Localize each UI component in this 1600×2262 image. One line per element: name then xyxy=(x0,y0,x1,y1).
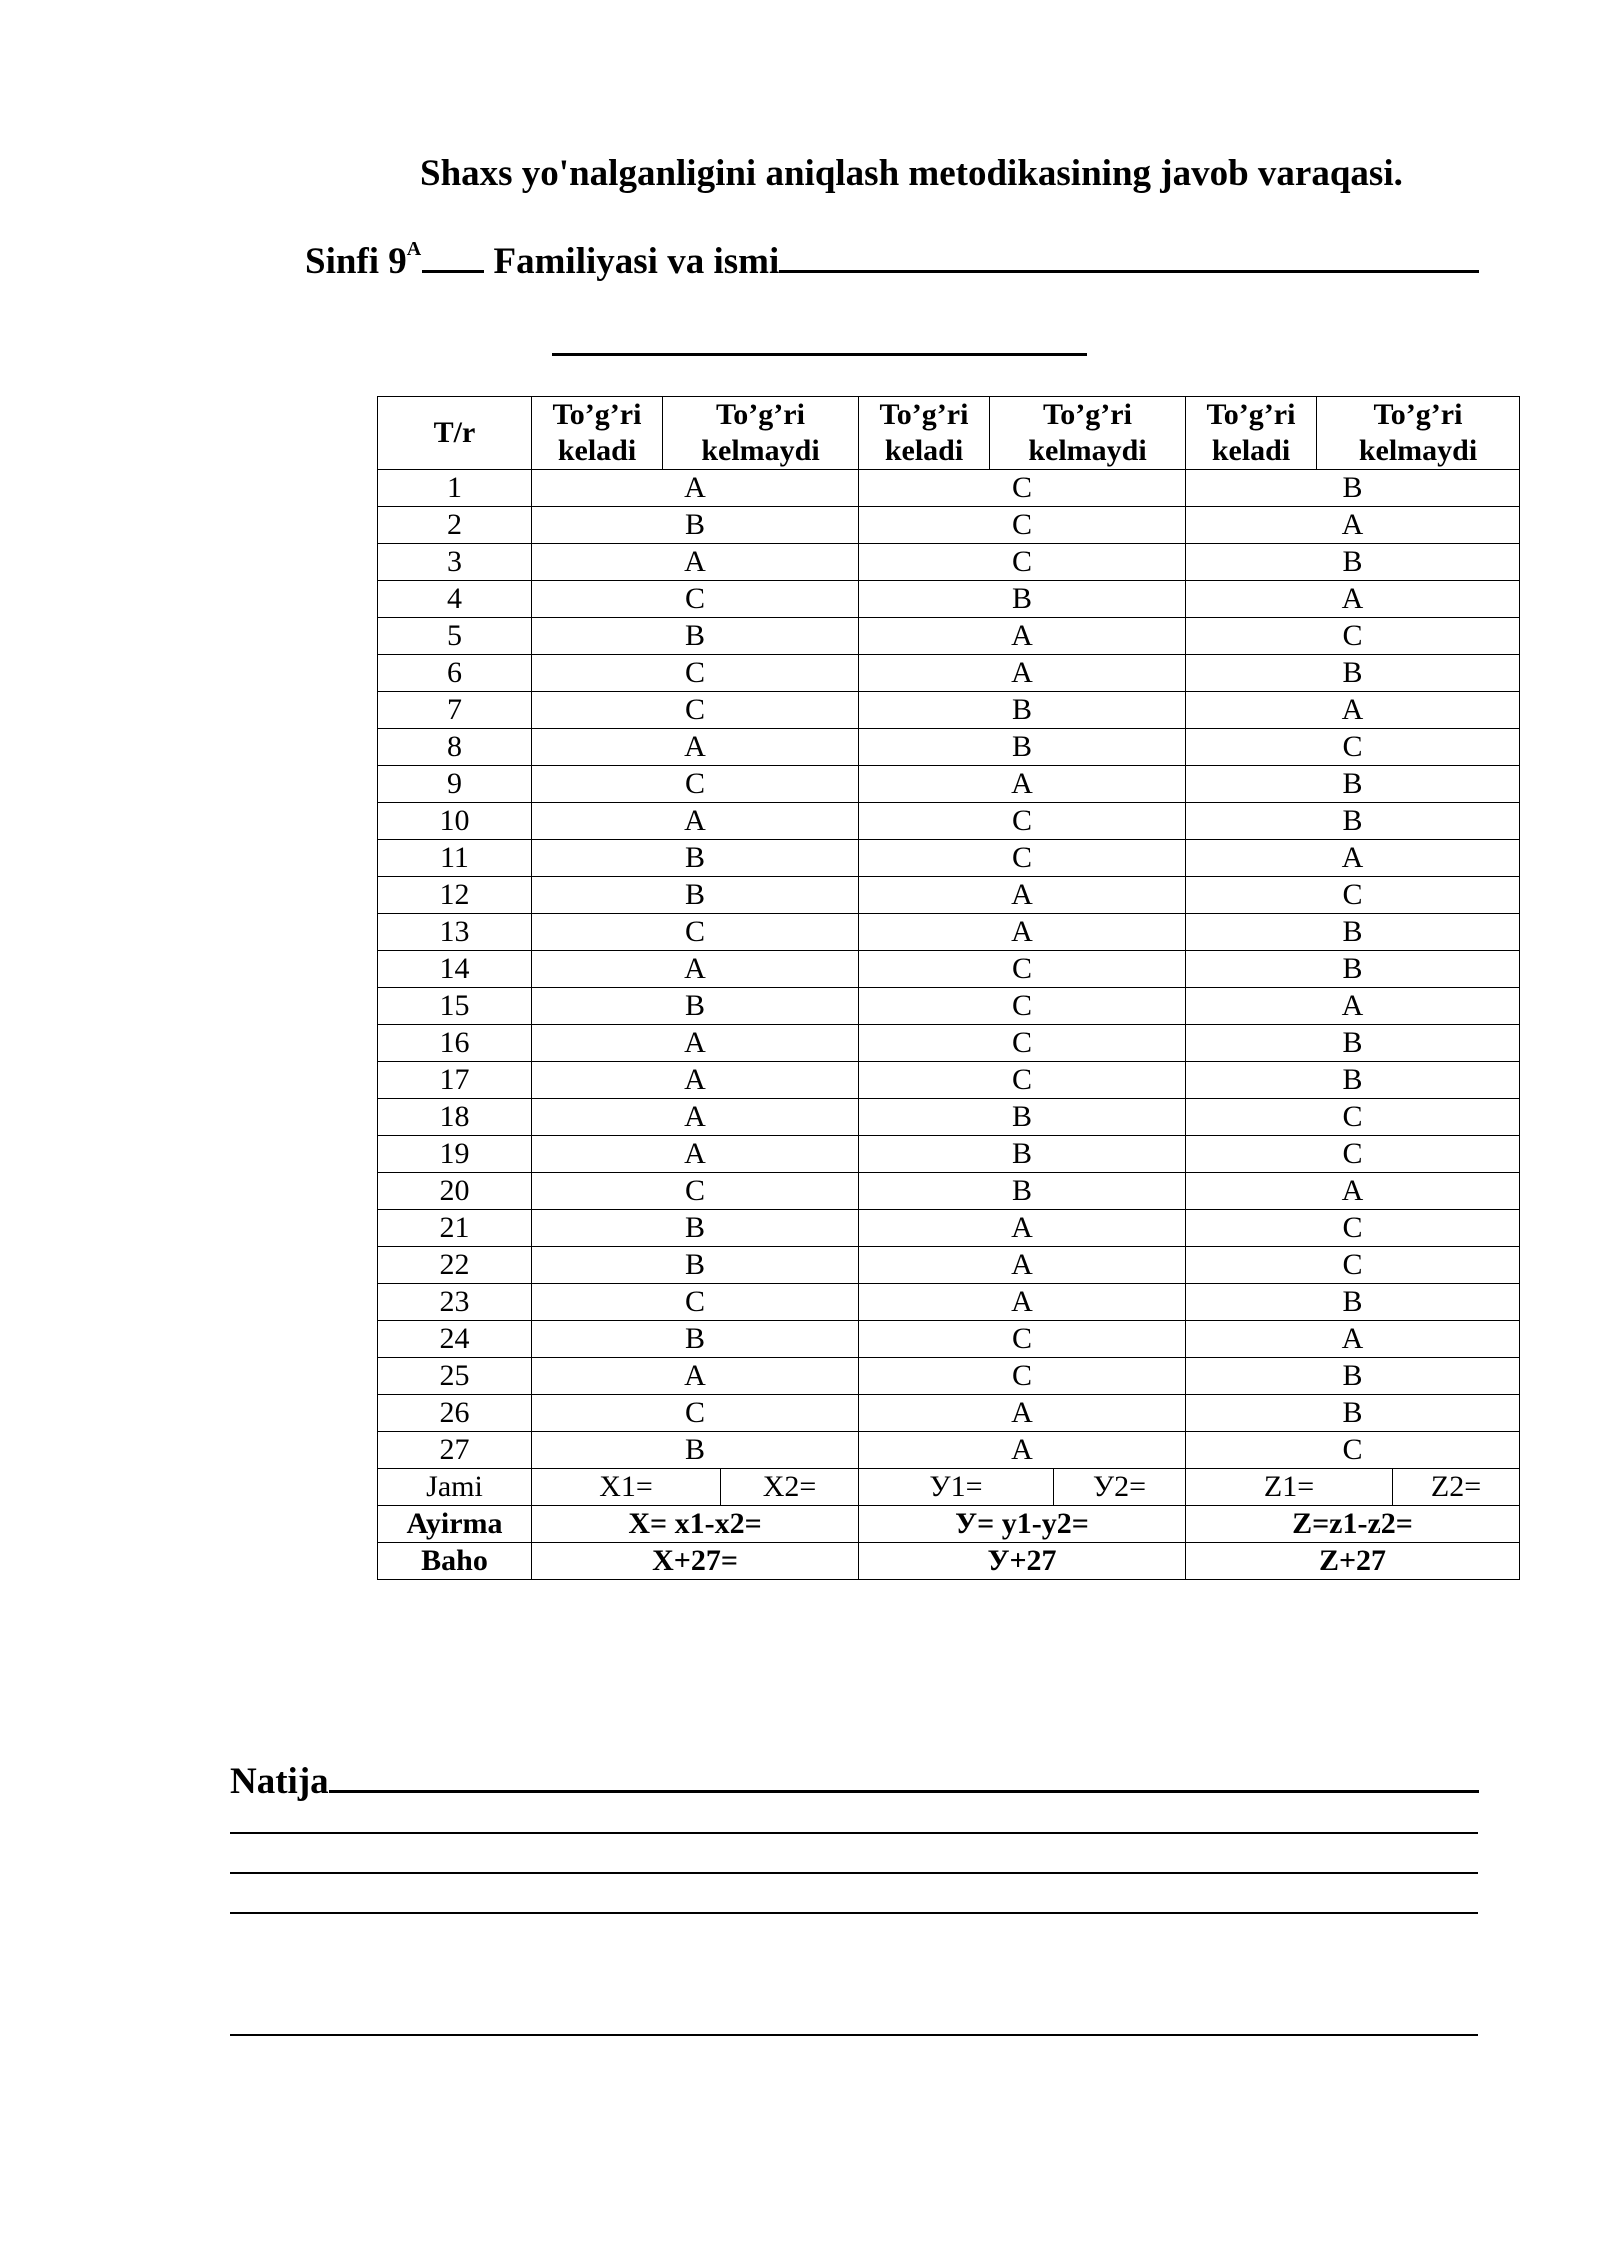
answer-z: C xyxy=(1186,1247,1520,1284)
table-row xyxy=(378,1136,1520,1173)
answer-y: B xyxy=(859,1173,1186,1210)
answer-z: C xyxy=(1186,729,1520,766)
class-label: Sinfi 9 xyxy=(305,241,407,282)
answer-y: A xyxy=(859,618,1186,655)
row-number: 14 xyxy=(378,951,532,988)
row-number: 16 xyxy=(378,1025,532,1062)
jami-row xyxy=(378,1469,1520,1506)
answer-z: C xyxy=(1186,1432,1520,1469)
row-number: 20 xyxy=(378,1173,532,1210)
table-row xyxy=(378,1025,1520,1062)
answer-y: C xyxy=(859,470,1186,507)
header-keladi-3 xyxy=(1186,397,1317,470)
row-number: 17 xyxy=(378,1062,532,1099)
jami-x2[interactable]: X2= xyxy=(762,1470,817,1503)
jami-x1[interactable]: X1= xyxy=(532,1469,721,1505)
name-blank-continuation[interactable] xyxy=(552,353,1087,356)
jami-y2[interactable]: У2= xyxy=(1092,1470,1147,1503)
row-number: 13 xyxy=(378,914,532,951)
answer-x: B xyxy=(532,877,859,914)
answer-z: B xyxy=(1186,914,1520,951)
table-row xyxy=(378,1284,1520,1321)
ayirma-x[interactable]: X= x1-x2= xyxy=(532,1506,859,1543)
baho-row xyxy=(378,1543,1520,1580)
answer-y: C xyxy=(859,840,1186,877)
answer-y: A xyxy=(859,1210,1186,1247)
answer-z: C xyxy=(1186,877,1520,914)
header-text: To’g’ri xyxy=(879,398,969,431)
natija-rule-2[interactable] xyxy=(230,1872,1478,1874)
header-row xyxy=(378,397,1520,470)
answer-y: B xyxy=(859,692,1186,729)
table-row xyxy=(378,1432,1520,1469)
answer-x: C xyxy=(532,655,859,692)
natija-rule-3[interactable] xyxy=(230,1912,1478,1914)
header-text: To’g’ri xyxy=(552,398,642,431)
jami-group-1 xyxy=(532,1469,859,1506)
header-kelmaydi-3 xyxy=(1317,397,1520,470)
table-row xyxy=(378,1358,1520,1395)
header-text: kelmaydi xyxy=(701,434,820,467)
answer-x: B xyxy=(532,1321,859,1358)
header-text: To’g’ri xyxy=(716,398,805,431)
jami-y1[interactable]: У1= xyxy=(859,1469,1054,1505)
row-number: 12 xyxy=(378,877,532,914)
row-number: 5 xyxy=(378,618,532,655)
answer-x: A xyxy=(532,729,859,766)
answer-x: A xyxy=(532,1025,859,1062)
table-row xyxy=(378,655,1520,692)
answer-y: A xyxy=(859,877,1186,914)
header-text: To’g’ri xyxy=(1206,398,1296,431)
row-number: 6 xyxy=(378,655,532,692)
answer-z: B xyxy=(1186,1062,1520,1099)
answer-x: B xyxy=(532,1432,859,1469)
table-row xyxy=(378,1173,1520,1210)
table-row xyxy=(378,951,1520,988)
baho-y[interactable]: У+27 xyxy=(859,1543,1186,1580)
page-title: Shaxs yo'nalganligini aniqlash metodikasining javob varaqasi. xyxy=(420,153,1403,194)
answer-x: A xyxy=(532,803,859,840)
class-superscript: A xyxy=(406,238,422,260)
answer-z: B xyxy=(1186,1284,1520,1321)
answer-z: B xyxy=(1186,655,1520,692)
answer-x: B xyxy=(532,988,859,1025)
jami-group-2 xyxy=(859,1469,1186,1506)
row-number: 18 xyxy=(378,1099,532,1136)
answer-y: B xyxy=(859,729,1186,766)
header-kelmaydi-1 xyxy=(663,397,859,470)
table-row xyxy=(378,1395,1520,1432)
jami-z2[interactable]: Z2= xyxy=(1430,1470,1482,1503)
answer-z: C xyxy=(1186,1210,1520,1247)
answer-x: A xyxy=(532,1358,859,1395)
table-row xyxy=(378,1247,1520,1284)
table-row xyxy=(378,692,1520,729)
answer-z: B xyxy=(1186,766,1520,803)
row-number: 25 xyxy=(378,1358,532,1395)
header-kelmaydi-2 xyxy=(990,397,1186,470)
answer-z: A xyxy=(1186,840,1520,877)
answer-x: B xyxy=(532,1247,859,1284)
answer-z: A xyxy=(1186,692,1520,729)
baho-label: Baho xyxy=(378,1543,532,1580)
row-number: 9 xyxy=(378,766,532,803)
answer-y: C xyxy=(859,988,1186,1025)
answer-table xyxy=(377,396,1520,1580)
header-text: keladi xyxy=(557,434,637,467)
name-label: Familiyasi va ismi xyxy=(493,241,780,282)
table-row xyxy=(378,988,1520,1025)
answer-x: B xyxy=(532,618,859,655)
row-number: 1 xyxy=(378,470,532,507)
natija-line xyxy=(230,1754,1479,1803)
jami-label: Jami xyxy=(378,1469,532,1506)
answer-y: C xyxy=(859,1062,1186,1099)
ayirma-y[interactable]: У= y1-y2= xyxy=(859,1506,1186,1543)
header-text: kelmaydi xyxy=(1358,434,1478,467)
answer-x: C xyxy=(532,1173,859,1210)
answer-x: A xyxy=(532,1099,859,1136)
table-row xyxy=(378,1321,1520,1358)
row-number: 21 xyxy=(378,1210,532,1247)
answer-y: A xyxy=(859,1395,1186,1432)
table-row xyxy=(378,1062,1520,1099)
answer-z: A xyxy=(1186,507,1520,544)
row-number: 24 xyxy=(378,1321,532,1358)
row-number: 7 xyxy=(378,692,532,729)
answer-z: C xyxy=(1186,1099,1520,1136)
table-row xyxy=(378,840,1520,877)
row-number: 26 xyxy=(378,1395,532,1432)
natija-label: Natija xyxy=(230,1761,329,1802)
answer-y: A xyxy=(859,1432,1186,1469)
class-name-line xyxy=(305,238,1479,283)
answer-x: C xyxy=(532,1395,859,1432)
answer-x: B xyxy=(532,1210,859,1247)
answer-y: A xyxy=(859,914,1186,951)
answer-x: A xyxy=(532,1062,859,1099)
natija-blank[interactable] xyxy=(329,1754,1479,1793)
baho-z[interactable]: Z+27 xyxy=(1186,1543,1520,1580)
ayirma-label: Ayirma xyxy=(378,1506,532,1543)
row-number: 23 xyxy=(378,1284,532,1321)
answer-y: C xyxy=(859,1321,1186,1358)
answer-z: A xyxy=(1186,1173,1520,1210)
answer-y: C xyxy=(859,507,1186,544)
answer-y: A xyxy=(859,1247,1186,1284)
answer-x: C xyxy=(532,692,859,729)
table-row xyxy=(378,877,1520,914)
table-row xyxy=(378,618,1520,655)
row-number: 15 xyxy=(378,988,532,1025)
answer-x: C xyxy=(532,581,859,618)
header-text: keladi xyxy=(884,434,964,467)
answer-x: A xyxy=(532,470,859,507)
ayirma-row xyxy=(378,1506,1520,1543)
answer-z: B xyxy=(1186,1358,1520,1395)
row-number: 10 xyxy=(378,803,532,840)
row-number: 2 xyxy=(378,507,532,544)
jami-group-3 xyxy=(1186,1469,1520,1506)
answer-z: C xyxy=(1186,1136,1520,1173)
answer-z: B xyxy=(1186,544,1520,581)
answer-z: A xyxy=(1186,1321,1520,1358)
answer-x: A xyxy=(532,544,859,581)
header-text: To’g’ri xyxy=(1043,398,1132,431)
table-row xyxy=(378,914,1520,951)
answer-z: C xyxy=(1186,618,1520,655)
header-text: kelmaydi xyxy=(1028,434,1147,467)
natija-rule-1[interactable] xyxy=(230,1832,1478,1834)
table-row xyxy=(378,507,1520,544)
answer-y: C xyxy=(859,544,1186,581)
row-number: 22 xyxy=(378,1247,532,1284)
header-text: keladi xyxy=(1211,434,1291,467)
ayirma-z[interactable]: Z=z1-z2= xyxy=(1186,1506,1520,1543)
row-number: 11 xyxy=(378,840,532,877)
answer-y: C xyxy=(859,951,1186,988)
answer-y: B xyxy=(859,581,1186,618)
answer-z: B xyxy=(1186,1395,1520,1432)
natija-rule-4[interactable] xyxy=(230,2034,1478,2036)
row-number: 8 xyxy=(378,729,532,766)
answer-x: A xyxy=(532,1136,859,1173)
class-blank[interactable] xyxy=(422,240,484,273)
baho-x[interactable]: X+27= xyxy=(532,1543,859,1580)
answer-y: A xyxy=(859,766,1186,803)
answer-z: B xyxy=(1186,951,1520,988)
tr-header: T/r xyxy=(378,397,532,470)
answer-y: A xyxy=(859,655,1186,692)
answer-x: C xyxy=(532,1284,859,1321)
answer-y: C xyxy=(859,803,1186,840)
row-number: 19 xyxy=(378,1136,532,1173)
table-row xyxy=(378,581,1520,618)
answer-x: A xyxy=(532,951,859,988)
answer-z: A xyxy=(1186,988,1520,1025)
answer-y: A xyxy=(859,1284,1186,1321)
answer-rows xyxy=(378,470,1520,1469)
answer-z: B xyxy=(1186,1025,1520,1062)
answer-x: B xyxy=(532,507,859,544)
row-number: 4 xyxy=(378,581,532,618)
table-row xyxy=(378,766,1520,803)
table-row xyxy=(378,803,1520,840)
header-text: To’g’ri xyxy=(1373,398,1463,431)
table-row xyxy=(378,470,1520,507)
answer-z: B xyxy=(1186,803,1520,840)
answer-y: B xyxy=(859,1136,1186,1173)
name-blank[interactable] xyxy=(779,240,1479,273)
answer-x: B xyxy=(532,840,859,877)
answer-x: C xyxy=(532,914,859,951)
row-number: 27 xyxy=(378,1432,532,1469)
table-row xyxy=(378,544,1520,581)
answer-x: C xyxy=(532,766,859,803)
answer-y: C xyxy=(859,1358,1186,1395)
table-row xyxy=(378,1099,1520,1136)
header-keladi-1 xyxy=(532,397,663,470)
answer-y: B xyxy=(859,1099,1186,1136)
answer-y: C xyxy=(859,1025,1186,1062)
answer-z: B xyxy=(1186,470,1520,507)
row-number: 3 xyxy=(378,544,532,581)
answer-z: A xyxy=(1186,581,1520,618)
jami-z1[interactable]: Z1= xyxy=(1186,1469,1393,1505)
table-row xyxy=(378,729,1520,766)
table-row xyxy=(378,1210,1520,1247)
header-keladi-2 xyxy=(859,397,990,470)
